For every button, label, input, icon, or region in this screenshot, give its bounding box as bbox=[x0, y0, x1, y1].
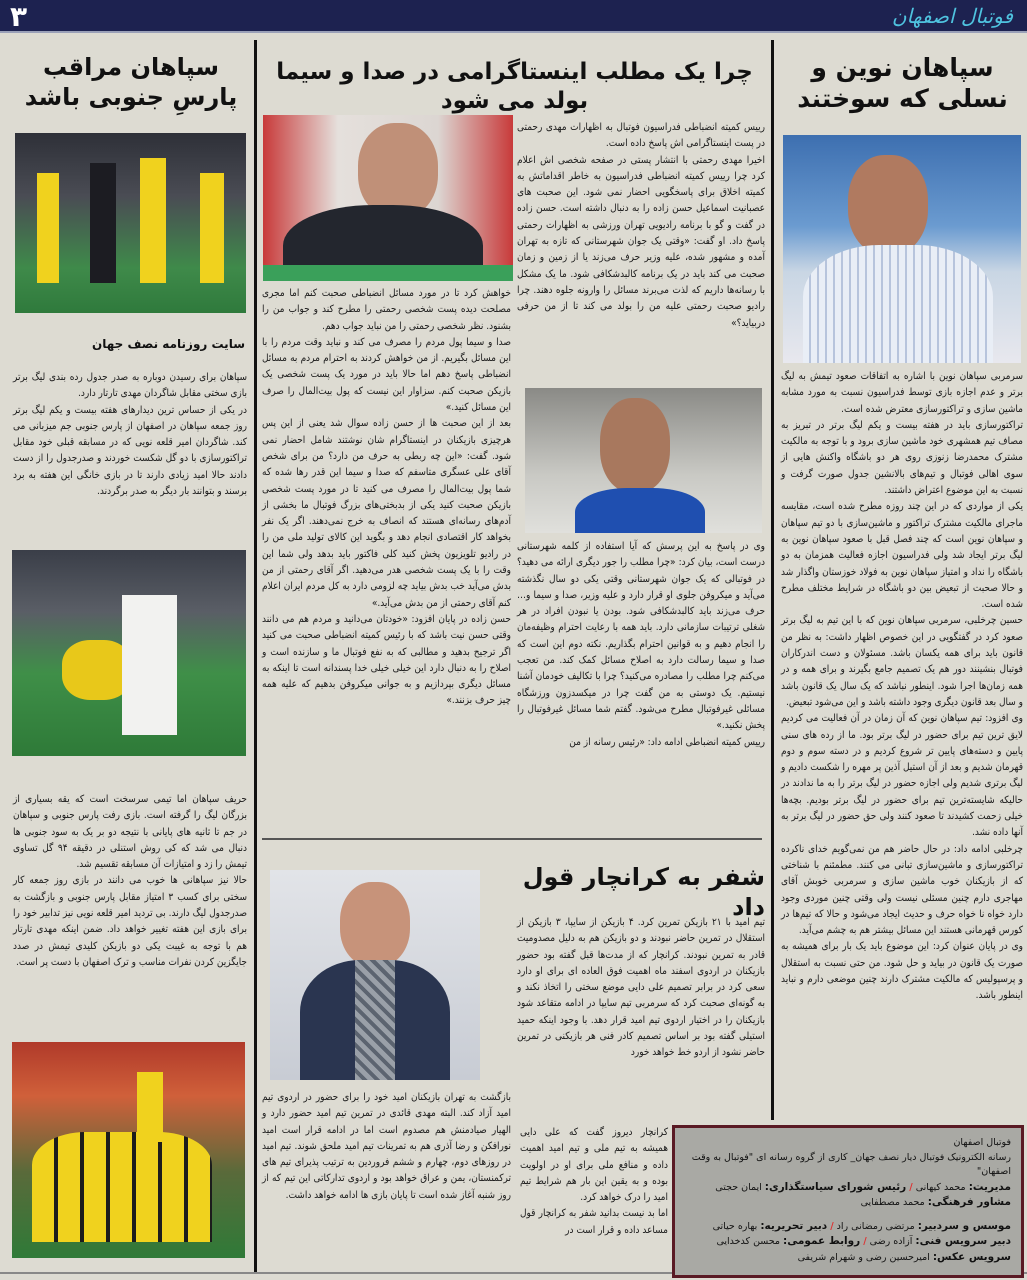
paragraph: کرانچار دیروز گفت که علی دایی همیشه به تیم ملی و تیم امید اهمیت داده و منافع ملی برای او در اولویت بوده و به یقین این بار هم شرایط تیم امید را درک خواهد کرد. bbox=[520, 1127, 668, 1204]
paragraph: در یکی از حساس ترین دیدارهای هفته بیست و یکم لیگ برتر روز جمعه سپاهان در اصفهان از پارس جنوبی جم میزبانی می کند. شاگردان امیر قلعه نویی که در مسابقه قبلی خود مقابل تراکتورسازی با دو گل شکست خوردند و صدرجدول را از دست دادند حالا امید زیادی دارند تا در بازی خانگی این هفته به برد برسند و بتوانند بار دیگر به صدر برگردند. bbox=[13, 404, 247, 498]
credit-line: سرویس عکس: امیرحسین رضی و شهرام شریفی bbox=[797, 1250, 1011, 1263]
credit-line: مدیریت: محمد کیهانی/رئیس شورای سیاستگذاری: ایمان حجتی bbox=[715, 1180, 1011, 1193]
credit-description: رسانه الکترونیک فوتبال دیار نصف جهان_ کاری از گروه رسانه ای "فوتبال به وقت اصفهان" bbox=[691, 1151, 1011, 1177]
photo-players-challenge bbox=[12, 550, 246, 756]
paragraph: وی افزود: تیم سپاهان نوین که آن زمان در آن فعالیت می کردیم لایق ترین تیم برای حضور در لیگ برتر بود. ما از رده های سنی پایین و دسته‌های پایین تر شروع کردیم و در دسته سوم و دوم قهرمان شدیم و بعد از آن استیل آذین پر مهره را شکست دادیم و لیگ برتری شدیم ولی اجازه حضور در لیگ برتر را به ما ندادند در حالیکه شایسته‌ترین تیم برای حضور در لیگ برتر بودیم. بچه‌ها خیلی زحمت کشیدند تا صعود کنند ولی حق حضور در لیگ برتر به آنها داده نشد. bbox=[781, 713, 1023, 839]
paragraph: رییس کمیته انضباطی فدراسیون فوتبال به اظهارات مهدی رحمتی در پست اینستاگرامی اش پاسخ داده است. bbox=[517, 122, 765, 150]
page-number: ۳ bbox=[10, 0, 28, 33]
paragraph: وی در پاسخ به این پرسش که آیا استفاده از کلمه شهرستانی درست است، بیان کرد: «چرا مطلب را جور دیگری ارائه می دهید؟ در فوتبالی که یک جوان شهرستانی وقتی یکی دو سال نگذشته می‌آید و میکروفن جلوی او قرار دارد و علیه وزیر، صدا و سیما و… حرف می‌زند باید کالبدشکافی شود. بودن یا نبودن افراد در هر شغلی ترتیبات سازمانی دارد. باید همه با رعایت احترام وظیفه‌مان را انجام دهیم و به قوانین احترام بگذاریم. نکته دوم این است که صدا و سیما رسالت دارد به اصلاح مسائل کمک کند. من تعجب می‌کنم چرا مطلب را مصادره می‌کنید؟ چرا با تکالیف خودمان آشنا نیستیم. یک دوستی به من گفت چرا در میکسدزون ورزشگاه مسائلی غیرفوتبال مطرح می‌شود. گفتم شما مسائل غیرفوتبال را پخش نکنید.» bbox=[517, 541, 765, 732]
credit-line: موسس و سردبیر: مرتضی رمضانی راد/دبیر تحریریه: بهاره حیاتی bbox=[712, 1219, 1011, 1232]
column-divider bbox=[254, 40, 257, 1272]
paragraph: اخیرا مهدی رحمتی با انتشار پستی در صفحه شخصی اش اعلام کرد چرا رییس کمیته انضباطی فدراسیون به خاطر اقداماتش به کمیته اخلاق برای پاسخگویی احضار نمی شود. این صحبت های عصبانیت اسماعیل حسن زاده را به دنبال داشته است. حسن زاده در گفت و گو با برنامه رادیویی تهران ورزشی به اظهارات رحمتی پاسخ داد. او گفت: «وقتی یک جوان شهرستانی که تازه به تهران آمده و مشهور شده، علیه وزیر حرف می‌زند یا از زمین و زمان صحبت می کند باید در یک برنامه کالبدشکافی شود. ما یک مشکل با رسانه‌ها داریم که لذت می‌برند مسائل را وارونه جلوه دهند. چرا رادیو صحبت رحمتی علیه من را بولد می کند تا از من حرفی دربیاید؟» bbox=[517, 154, 765, 329]
middle-article-col-left bbox=[262, 286, 511, 710]
bottom-article-col-right-narrow bbox=[520, 1125, 668, 1239]
paragraph: سرمربی سپاهان نوین با اشاره به اتفاقات صعود تیمش به لیگ برتر و عدم اجازه بازی توسط فدراسیون نسبت به مورد مشابه ماشین سازی و تراکتورسازی معترض شده است. bbox=[781, 371, 1023, 415]
paragraph: رییس کمیته انضباطی ادامه داد: «رئیس رسانه از من bbox=[569, 736, 765, 748]
bottom-article-col-left bbox=[262, 1090, 511, 1204]
credit-publication: فوتبال اصفهان bbox=[953, 1137, 1011, 1148]
paragraph: خواهش کرد تا در مورد مسائل انضباطی صحبت کنم اما مجری مصلحت دیده پست شخصی رحمتی را مطرح کند و جواب من را بشنود. نظر شخصی رحمتی را من نباید جواب دهم. bbox=[262, 288, 511, 332]
bottom-article-title: شفر به کرانچار قول داد bbox=[522, 863, 765, 921]
paragraph: صدا و سیما پول مردم را مصرف می کند و نباید وقت مردم را با این مسائل بگیریم. از من خواهش کردند به احترام مردم به مسائل انضباطی پاسخ دهم اما حالا باید در مورد یک پست شخصی یک بازیکن صحبت کنم. سزاوار این نیست که پول بیت‌المال را صرف این مسائل کنید.» bbox=[262, 336, 511, 414]
paragraph: حالا نیز سپاهانی ها خوب می دانند در بازی روز جمعه کار سختی برای کسب ۳ امتیاز مقابل پارس جنوبی و بازگشت به صدرجدول لیگ دارند. بی تردید امیر قلعه نویی نیز تدابیر خود را برای بازی این هفته تغییر خواهد داد. ضمن اینکه مهدی تارتار هم با توجه به غیبت یکی دو بازیکن کلیدی تیمش در صدد جایگزین کردن نفرات مناسب و ترک اصفهان با دست پر است. bbox=[13, 875, 247, 968]
paragraph: حسن زاده در پایان افزود: «خودتان می‌دانید و مردم هم می دانند وقتی حسن نیت باشد که با رئیس کمیته انضباطی صحبت می کنید اگر ترجیح بدهید و مطالبی که به نفع فوتبال ما و سازنده است و اصلاح را به دنبال دارد این خیلی خیلی خدا پسندانه است تا اینکه به مسائل دیگری بپردازیم و به جوانی میکروفن بدهیم که علیه همه چیز حرف بزنند.» bbox=[262, 613, 511, 707]
credit-line: مشاور فرهنگی: محمد مصطفایی bbox=[860, 1196, 1011, 1208]
paragraph: تراکتورسازی باید در هفته بیست و یکم لیگ برتر در تبریز به مصاف تیم همشهری خود ماشین سازی برود و با توجه به مالکیت مشترک محمدرضا زنوزی روی هر دو باشگاه واکنش هایی از سوی اهالی فوتبال و تیم‌های بالانشین جدول صورت گرفت و نسبت به این موضوع اعتراض داشتند. bbox=[781, 419, 1023, 497]
middle-article-title: چرا یک مطلب اینستاگرامی در صدا و سیما بولد می شود bbox=[276, 59, 753, 114]
bottom-article-col-right bbox=[517, 915, 765, 1062]
photo-coach-with-scarf bbox=[270, 870, 480, 1080]
photo-coach-portrait bbox=[783, 135, 1021, 363]
paragraph: چرخلبی ادامه داد: در حال حاضر هم من نمی‌گویم خدای ناکرده تراکتورسازی و ماشین‌سازی تبانی می کنند. مطمئنم با شناختی که از بازیکنان خوب ماشین سازی و سرمربی خوبش آقای مهاجری دارم چنین مسئلی نیست ولی وقتی چنین موردی وجود دارد خواه نا خواه حرف و حدیث ایجاد می‌شود و حالا که تیم‌ها در کورس قهرمانی هستند این مسائل بیشتر هم به چشم می‌آید. bbox=[781, 843, 1023, 937]
paragraph: وی در پایان عنوان کرد: این موضوع باید یک بار برای همیشه به صورت یک قانون در بیاید و حل شود. من حتی نسبت به استقلال و پرسپولیس که مالکیت مشترک دارند چنین موضعی دارم و نباید اینطور باشد. bbox=[781, 941, 1023, 1002]
photo-official-at-microphone bbox=[263, 115, 513, 281]
masthead-credits-box bbox=[672, 1125, 1024, 1278]
paragraph: اما بد نیست بدانید شفر به کرانچار قول مساعد داده و قرار است در bbox=[520, 1208, 668, 1236]
credit-line: دبیر سرویس فنی: آزاده رضی/روابط عمومی: محسن کدخدایی bbox=[716, 1235, 1011, 1247]
middle-article-col-right-top bbox=[517, 120, 765, 332]
paragraph: یکی از مواردی که در این چند روزه مطرح شده است، مقایسه ماجرای مالکیت مشترک تراکتور و ماشین‌سازی با دو تیم سپاهان و سپاهان نوین است که چند فصل قبل با صعود سپاهان نوین به لیگ برتر ایجاد شد ولی فدراسیون اجازه فعالیت همزمان به دو باشگاه را نداد و امتیاز سپاهان نوین به فولاد خوزستان واگذار شد و حالا صحبت از تبعیض بین دو باشگاه در شرایط مختلف مطرح شده است. bbox=[781, 501, 1023, 611]
right-article-title: سپاهان نوین و نسلی که سوختند bbox=[797, 53, 1008, 114]
left-article-block2 bbox=[13, 792, 247, 971]
middle-article-col-right-bottom bbox=[517, 539, 765, 751]
left-article-title: سپاهان مراقب پارسِ جنوبی باشد bbox=[24, 53, 238, 111]
page-header bbox=[0, 0, 1027, 33]
photo-goalkeeper-portrait bbox=[525, 388, 762, 533]
column-divider bbox=[771, 40, 774, 1120]
paragraph: حریف سپاهان اما تیمی سرسخت است که یقه بسیاری از بزرگان لیگ را گرفته است. بازی رفت پارس جنوبی و سپاهان در جم تا ثانیه های پایانی با نتیجه دو بر یک به سود جنوبی ها دنبال می شد که کی روش استنلی در دقیقه ۹۴ گل تساوی تیمش را زد و امتیازات آن مسابقه تقسیم شد. bbox=[13, 794, 247, 871]
left-article-block1 bbox=[13, 370, 247, 500]
paragraph: حسین چرخلبی، سرمربی سپاهان نوین که با این تیم به لیگ برتر صعود کرد در گفتگویی در این خصوص اظهار داشت: به نظر من قانون باید برای همه یکسان باشد. مسئولان و دست اندرکاران فوتبال بنشینند دور هم یک تصمیم جامع بگیرند و برای همه و در همه زمان‌ها اجرا شود. اینطور نباشد که یک سال یک قانون باشد و سال بعد قانون دیگری وجود داشته باشد و این می‌شود تبعیض. bbox=[781, 615, 1023, 708]
paragraph: تیم امید با ۲۱ بازیکن تمرین کرد. ۴ بازیکن از سایپا، ۳ بازیکن از استقلال در تمرین حاضر نبودند و دو بازیکن هم به دلیل مصدومیت قادر به تمرین نبودند. کرانچار که از مدت‌ها قبل گفته بود حضور بازیکنان در اردوی اسفند ماه اهمیت فوق العاده ای برای او دارد سعی کرد در برابر تصمیم علی دایی موضع سختی را اتخاذ نکند و به گونه‌ای صحبت کرد که سرمربی تیم سایپا در ادامه متقاعد شود بازیکنان را در اختیار اردوی تیم امید قرار دهد. با وجود اینکه حمید استیلی گفته بود بر اساس تصمیم کادر فنی هر بازیکنی در تمرین حاضر نشود از اردو خط خواهد خورد bbox=[517, 917, 765, 1059]
article-divider bbox=[262, 838, 762, 840]
paragraph: سپاهان برای رسیدن دوباره به صدر جدول رده بندی لیگ برتر بازی سختی مقابل شاگردان مهدی تارتار دارد. bbox=[13, 372, 247, 400]
right-article-body bbox=[781, 369, 1023, 1005]
photo-team-celebration bbox=[12, 1042, 245, 1258]
paragraph: بازگشت به تهران بازیکنان امید خود را برای حضور در اردوی تیم امید آزاد کند. البته مهدی قائدی در تمرین تیم امید حضور دارد و الهیار صیادمنش هم مصدوم است اما در ادامه قرار است امید نورافکن و رضا آذری هم به تمرینات تیم امید ملحق شوند. تیم امید در روزهای دوم، چهارم و ششم فروردین به ترتیب پذیرای تیم های ترکمنستان، یمن و عراق خواهد بود و اردوی تدارکاتی این تیم که از روز شنبه آغاز شده است تا پایان بازی ها ادامه خواهد داشت. bbox=[262, 1092, 511, 1201]
photo-players-and-referee bbox=[15, 133, 246, 313]
publication-logo: فوتبال اصفهان bbox=[891, 4, 1013, 28]
paragraph: بعد از این صحبت ها از حسن زاده سوال شد یعنی از این پس هرچیزی بازیکنان در اینستاگرام شان نوشتند شامل احضار نمی شود. گفت: «این چه ربطی به حرف من دارد؟ من برای شخص آقای علی عسگری متاسفم که صدا و سیما این قدر رها شده که شما پول بیت‌المال را مصرف می کنید تا در مورد پست شخصی بازیکن صحبت کنید یکی از بدبختی‌های بزرگ فوتبال ما بخشی از آدم‌های رسانه‌ای هستند که انصاف به خرج نمی‌دهند. اگر یک نفر بخواهد کار اقتصادی انجام دهد و بگوید این کالای تولید ملی من را در رادیو تلویزیون پخش کنید کلی فاکتور باید بدهد ولی شما این وقت را با یک پست شخصی هدر می‌دهید. اگر آقای رحمتی از من بدش می‌آید خب بدش بیاید چه لزومی دارد به کل مردم ایران اعلام کنم آقای رحمتی از من بدش می‌آید.» bbox=[262, 418, 511, 609]
article-source: سایت روزنامه نصف جهان bbox=[92, 337, 245, 351]
